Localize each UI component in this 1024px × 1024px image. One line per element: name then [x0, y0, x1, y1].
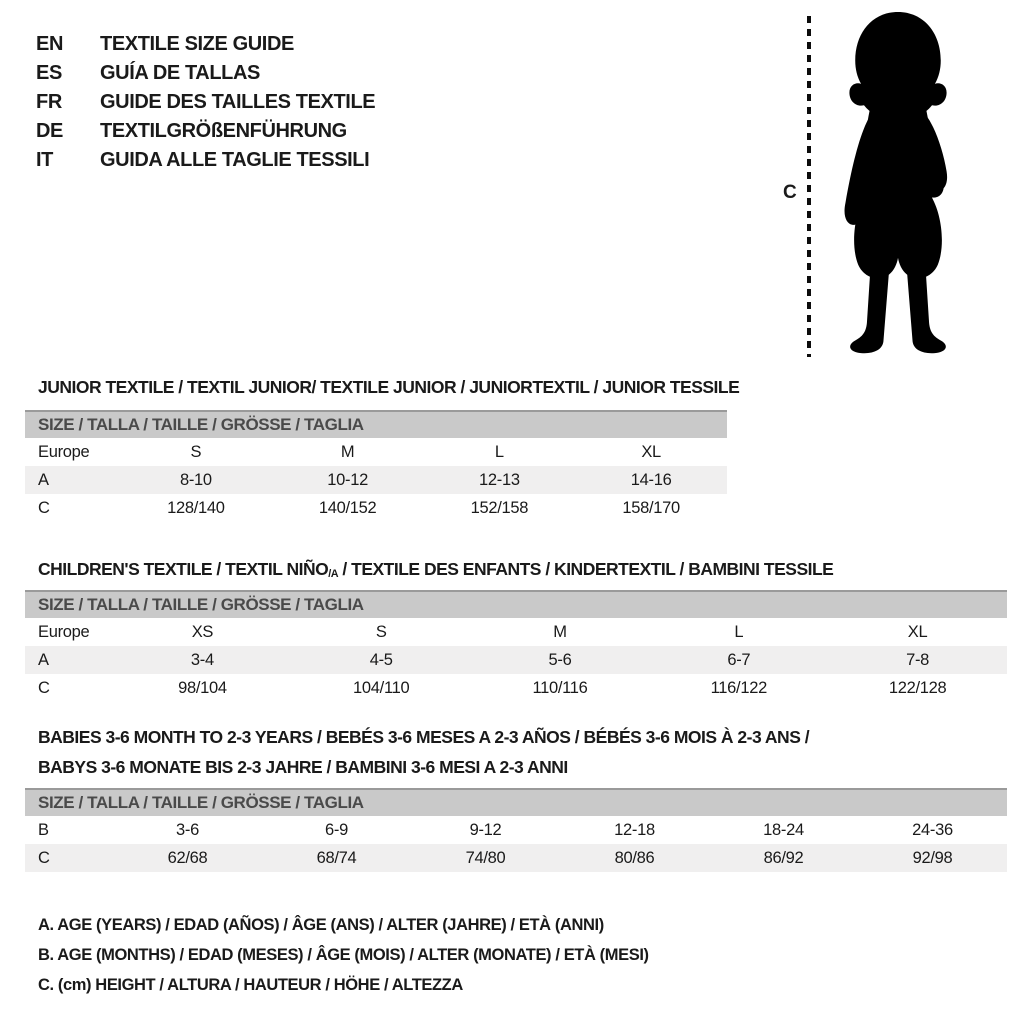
height-cell: 122/128: [888, 678, 947, 697]
table-header-row: SIZE / TALLA / TAILLE / GRÖSSE / TAGLIA: [25, 410, 727, 438]
size-cell: M: [553, 622, 567, 641]
height-cell: 104/110: [353, 678, 410, 697]
lang-row-es: [36, 59, 375, 88]
size-cell: XL: [907, 622, 928, 641]
lang-row-fr: [36, 88, 375, 117]
age-cell: 5-6: [548, 650, 572, 669]
size-cell: L: [734, 622, 744, 641]
age-cell: 8-10: [179, 470, 212, 489]
height-cell: 80/86: [614, 848, 655, 867]
table-header-row: SIZE / TALLA / TAILLE / GRÖSSE / TAGLIA: [25, 590, 1007, 618]
height-cell: 98/104: [178, 678, 227, 697]
lang-title: TEXTILGRÖßENFÜHRUNG: [100, 120, 347, 142]
section-heading-babies: [38, 722, 809, 782]
age-cell: 7-8: [906, 650, 930, 669]
age-cell: 4-5: [369, 650, 393, 669]
height-cell: 128/140: [167, 498, 225, 517]
lang-row-en: [36, 30, 375, 59]
size-cell: S: [375, 622, 387, 641]
lang-title: GUIDE DES TAILLES TEXTILE: [100, 91, 376, 113]
height-cell: 152/158: [470, 498, 529, 517]
section-heading-junior: JUNIOR TEXTILE / TEXTIL JUNIOR/ TEXTILE JUNIOR / JUNIORTEXTIL / JUNIOR TESSILE: [38, 376, 740, 397]
size-cell: M: [340, 442, 355, 461]
lang-title: GUIDA ALLE TAGLIE TESSILI: [100, 149, 370, 171]
size-cell: XS: [191, 622, 214, 641]
height-cell: 116/122: [710, 678, 767, 697]
lang-code: IT: [36, 149, 53, 171]
height-cell: 140/152: [318, 498, 377, 517]
age-cell: 18-24: [763, 820, 804, 839]
table-row-europe: [25, 618, 1007, 646]
age-cell: 14-16: [630, 470, 672, 489]
heading-text: CHILDREN'S TEXTILE / TEXTIL NIÑO: [38, 558, 329, 579]
height-cell: 62/68: [167, 848, 208, 867]
size-table-children: [25, 590, 1007, 702]
height-cell: 158/170: [622, 498, 680, 517]
table-row-europe: [25, 438, 727, 466]
row-label: C: [38, 848, 50, 867]
lang-code: FR: [36, 91, 62, 113]
row-label: C: [38, 498, 50, 517]
age-cell: 24-36: [912, 820, 953, 839]
age-cell: 12-13: [479, 470, 520, 489]
lang-code: DE: [36, 120, 63, 142]
section-heading-children: [38, 559, 833, 580]
height-measure-label: C: [783, 182, 797, 203]
size-table-babies: [25, 788, 1007, 872]
size-table-junior: [25, 410, 727, 522]
lang-code: ES: [36, 62, 62, 84]
row-label: Europe: [38, 442, 90, 461]
lang-row-de: [36, 117, 375, 146]
age-cell: 6-7: [727, 650, 751, 669]
size-cell: L: [494, 442, 504, 461]
row-label: A: [38, 470, 49, 489]
age-cell: 3-6: [176, 820, 199, 839]
table-row-age: [25, 646, 1007, 674]
height-dotted-line: [807, 16, 811, 357]
height-cell: 86/92: [763, 848, 804, 867]
table-row-age-months: [25, 816, 1007, 844]
table-row-height: [25, 844, 1007, 872]
footnote-age-years: A. AGE (YEARS) / EDAD (AÑOS) / ÂGE (ANS) / ALTER (JAHRE) / ETÀ (ANNI): [38, 916, 604, 934]
age-cell: 9-12: [469, 820, 502, 839]
age-cell: 12-18: [614, 820, 655, 839]
height-cell: 74/80: [465, 848, 506, 867]
heading-subscript: /A: [328, 567, 339, 580]
row-label: A: [38, 650, 49, 669]
lang-title: GUÍA DE TALLAS: [100, 62, 260, 84]
heading-text: / TEXTILE DES ENFANTS / KINDERTEXTIL / BAMBINI TESSILE: [338, 558, 834, 579]
height-cell: 110/116: [532, 678, 588, 697]
heading-line-1: BABIES 3-6 MONTH TO 2-3 YEARS / BEBÉS 3-6 MESES A 2-3 AÑOS / BÉBÉS 3-6 MOIS À 2-3 ANS /: [38, 727, 810, 747]
toddler-silhouette-icon: [824, 10, 972, 356]
footnote-age-months: B. AGE (MONTHS) / EDAD (MESES) / ÂGE (MOIS) / ALTER (MONATE) / ETÀ (MESI): [38, 946, 649, 964]
age-cell: 3-4: [190, 650, 214, 669]
table-header-row: SIZE / TALLA / TAILLE / GRÖSSE / TAGLIA: [25, 788, 1007, 816]
height-cell: 92/98: [912, 848, 953, 867]
table-row-height: [25, 494, 727, 522]
age-cell: 10-12: [327, 470, 368, 489]
footnote-height-cm: C. (cm) HEIGHT / ALTURA / HAUTEUR / HÖHE / ALTEZZA: [38, 976, 463, 994]
row-label: B: [38, 820, 49, 839]
table-row-height: [25, 674, 1007, 702]
age-cell: 6-9: [325, 820, 348, 839]
lang-row-it: [36, 146, 375, 175]
language-title-block: [36, 30, 375, 175]
size-cell: XL: [641, 442, 661, 461]
lang-code: EN: [36, 33, 63, 55]
table-row-age: [25, 466, 727, 494]
footnotes-block: [38, 910, 649, 1000]
row-label: Europe: [38, 622, 90, 641]
height-cell: 68/74: [316, 848, 357, 867]
heading-line-2: BABYS 3-6 MONATE BIS 2-3 JAHRE / BAMBINI 3-6 MESI A 2-3 ANNI: [38, 757, 568, 777]
size-cell: S: [190, 442, 202, 461]
row-label: C: [38, 678, 50, 697]
lang-title: TEXTILE SIZE GUIDE: [100, 33, 294, 55]
